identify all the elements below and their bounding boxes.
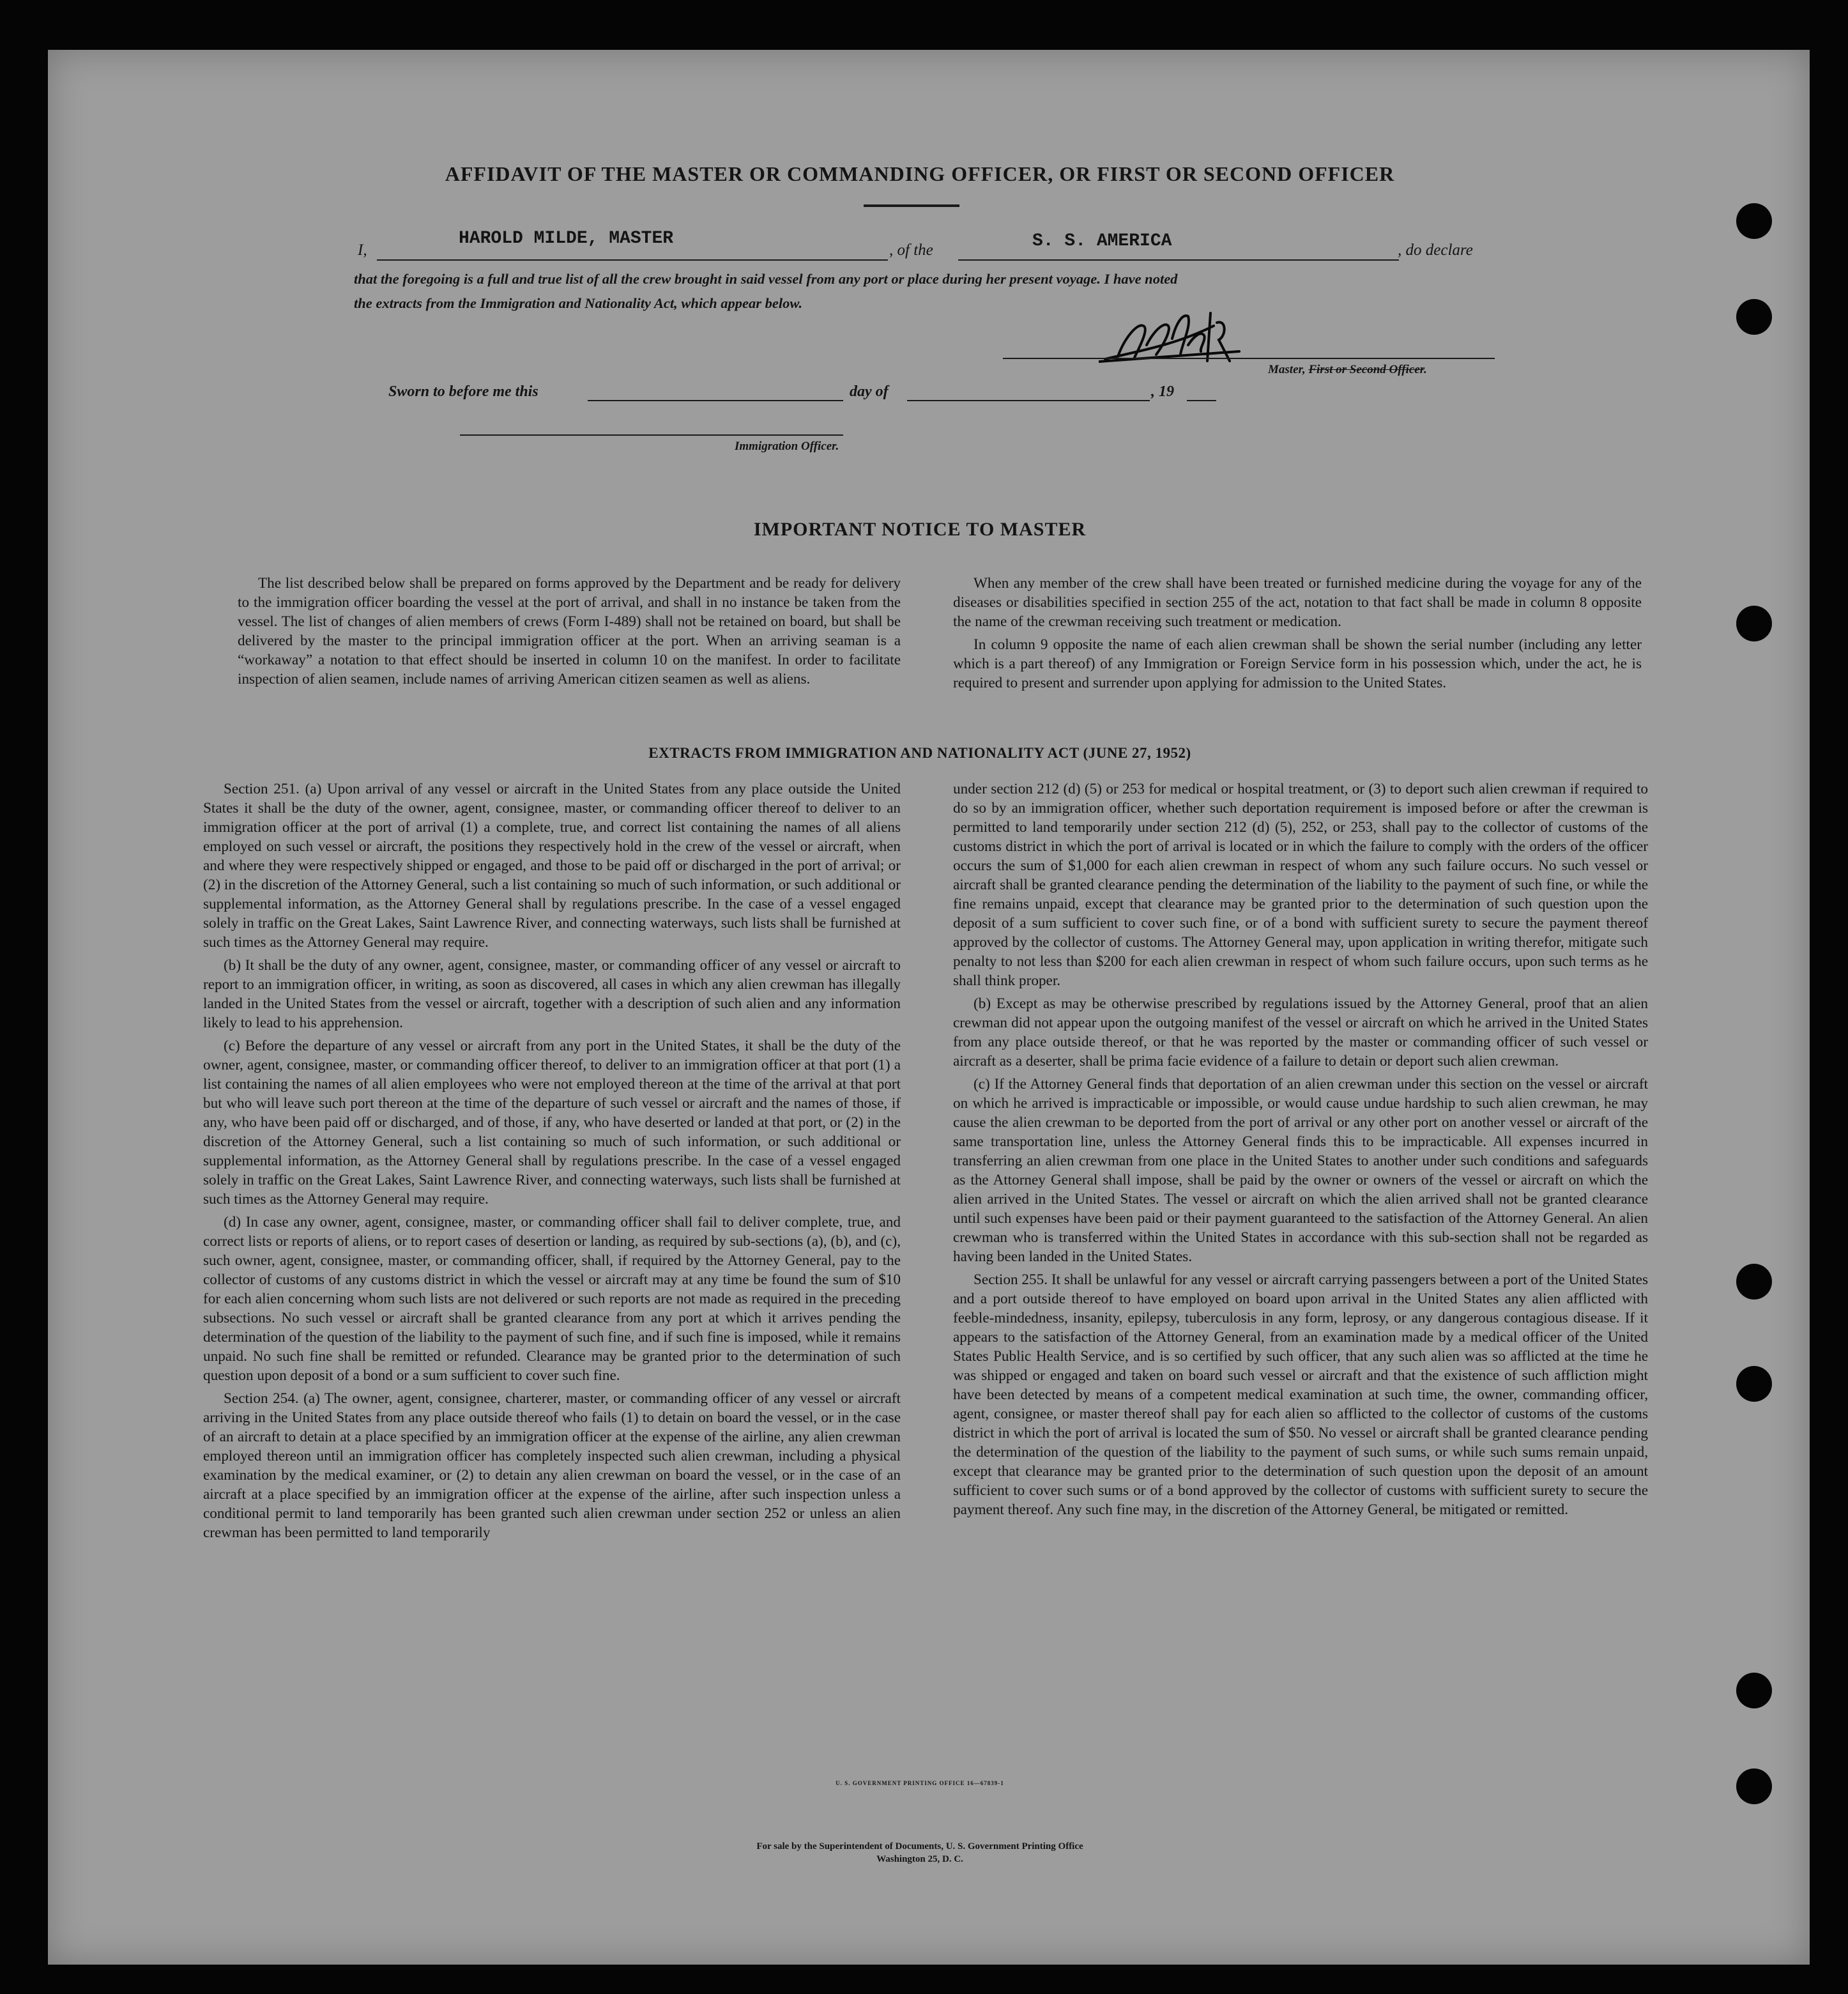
printer-imprint: U. S. GOVERNMENT PRINTING OFFICE 16—67839-1 <box>836 1780 1004 1786</box>
extracts-left-column <box>203 779 901 1542</box>
signature-label-struck: First or Second Officer <box>1308 363 1424 376</box>
punch-hole <box>1736 1673 1772 1708</box>
section-251b: (b) It shall be the duty of any owner, agent, consignee, master, or commanding officer of any vessel or aircraft to report to an immigration officer, in writing, as soon as discovered, all cases in which any alien crewman has illegally landed in the United States from the vessel or aircraft, together with a description of such alien and any information likely to lead to his apprehension. <box>203 957 901 1031</box>
signature <box>1099 300 1265 371</box>
of-the-label: , of the <box>889 242 933 259</box>
notice-title: IMPORTANT NOTICE TO MASTER <box>753 519 1087 540</box>
sworn-prefix: Sworn to before me this <box>388 383 538 400</box>
signature-label <box>1268 363 1427 377</box>
sworn-year-line <box>1187 400 1216 401</box>
title-rule <box>864 204 959 207</box>
notice-left-paragraph: The list described below shall be prepared on forms approved by the Department and be ready for delivery to the immigration officer boarding the vessel at the port of arrival, and shall in no instance be taken from the vessel. The list of changes of alien members of crews (Form I-489) shall not be retained on board, but shall be delivered by the master to the principal immigration officer at the port. When an arriving seaman is a “workaway” a notation to that effect should be inserted in column 10 on the manifest. In order to facilitate inspection of alien seamen, include names of arriving American citizen seamen as well as aliens. <box>238 575 901 687</box>
affidavit-statement-line1: that the foregoing is a full and true list of all the crew brought in said vessel from any port or place during her present voyage. I have noted <box>354 271 1178 287</box>
punch-hole <box>1736 1264 1772 1300</box>
sale-line-1: For sale by the Superintendent of Documents, U. S. Government Printing Office <box>756 1841 1083 1852</box>
section-255: Section 255. It shall be unlawful for any vessel or aircraft carrying passengers between a port of the United States and a port outside thereof to have employed on board upon arrival in the United States any alien afflicted with feeble-mindedness, insanity, epilepsy, tuberculosis in any form, leprosy, or any dangerous contagious disease. If it appears to the satisfaction of the Attorney General, from an examination made by a medical officer of the United States Public Health Service, and is so certified by such officer, that any such alien was so afflicted at the time he was shipped or engaged and taken on board such vessel or aircraft and that the existence of such affliction might have been detected by means of a competent medical examination at such time, the owner, commanding officer, agent, consignee, or master thereof shall pay for each alien so afflicted to the collector of customs of the customs district in which the port of arrival is located the sum of $50. No vessel or aircraft shall be granted clearance pending the determination of the question of the liability to the payment of such sums, or while such sums remain unpaid, except that clearance may be granted prior to the determination of such question upon the deposit of an amount sufficient to cover such sums or of a bond approved by the collector of customs with sufficient surety to secure the payment thereof. Any such fine may, in the discretion of the Attorney General, be mitigated or remitted. <box>953 1271 1648 1518</box>
do-declare-label: , do declare <box>1398 242 1473 259</box>
section-251a: Section 251. (a) Upon arrival of any vessel or aircraft in the United States from any place outside the United States it shall be the duty of the owner, agent, consignee, master, or commanding officer thereof to deliver to an immigration officer at the port of arrival (1) a complete, true, and correct list containing the names of all aliens employed on such vessel or aircraft, the positions they respectively hold in the crew of the vessel or aircraft, when and where they were respectively shipped or engaged, and those to be paid off or discharged in the port of arrival; or (2) in the discretion of the Attorney General, such a list containing so much of such information, or such additional or supplemental information, as the Attorney General shall by regulations prescribe. In the case of a vessel engaged solely in traffic on the Great Lakes, Saint Lawrence River, and connecting waterways, such lists shall be furnished at such times as the Attorney General may require. <box>203 781 901 951</box>
sworn-month-line <box>907 400 1150 401</box>
section-251c: (c) Before the departure of any vessel or aircraft from any port in the United States, it shall be the duty of the owner, agent, consignee, master, or commanding officer thereof, to deliver to an immigration officer at that port (1) a list containing the names of all alien employees who were not employed thereon at the time of the arrival at that port but who will leave such port thereon at the time of the departure of such vessel or aircraft and the names of those, if any, who have been paid off or discharged, and of those, if any, who have deserted or landed at that port, or (2) in the discretion of the Attorney General, such a list containing so much of such information, or such additional or supplemental information, as the Attorney General shall by regulations prescribe. In the case of a vessel engaged solely in traffic on the Great Lakes, Saint Lawrence River, and connecting waterways, such lists shall be furnished at such times as the Attorney General may require. <box>203 1038 901 1208</box>
notice-right-column <box>953 574 1642 693</box>
section-251d: (d) In case any owner, agent, consignee, master, or commanding officer shall fail to deliver complete, true, and correct lists or reports of aliens, or to report cases of desertion or landing, as required by sub-sections (a), (b), and (c), such owner, agent, consignee, master, or commanding officer, shall, if required by the Attorney General, pay to the collector of customs of any customs district in which the vessel or aircraft may at any time be found the sum of $10 for each alien concerning whom such lists are not delivered or such reports are not made as required in the preceding subsections. No such vessel or aircraft shall be granted clearance from any port at which it arrives pending the determination of the question of the liability to the payment of such fine, and if such fine is imposed, while it remains unpaid. No such fine shall be remitted or refunded. Clearance may be granted prior to the determination of such question upon deposit of a bond or a sum sufficient to cover such fine. <box>203 1214 901 1384</box>
master-name-field: HAROLD MILDE, MASTER <box>459 229 674 249</box>
name-field-line <box>377 259 888 261</box>
affidavit-title: AFFIDAVIT OF THE MASTER OR COMMANDING OFFICER, OR FIRST OR SECOND OFFICER <box>445 162 1395 185</box>
notice-right-paragraph-2: In column 9 opposite the name of each alien crewman shall be shown the serial number (including any letter which is a part thereof) of any Immigration or Foreign Service form in his possession which, under the act, he is required to present and surrender upon applying for admission to the United States. <box>953 636 1642 691</box>
signature-label-suffix: . <box>1424 363 1427 376</box>
notice-right-paragraph-1: When any member of the crew shall have been treated or furnished medicine during the voyage for any of the diseases or disabilities specified in section 255 of the act, notation to that fact shall be made in column 8 opposite the name of the crewman receiving such treatment or medication. <box>953 575 1642 630</box>
section-254b: (b) Except as may be otherwise prescribed by regulations issued by the Attorney General, proof that an alien crewman did not appear upon the outgoing manifest of the vessel or aircraft on which he arrived in the United States from any place outside thereof, or that he was reported by the master or commanding officer of such vessel or aircraft as a deserter, shall be prima facie evidence of a failure to detain or deport such alien crewman. <box>953 995 1648 1070</box>
punch-hole <box>1736 606 1772 641</box>
extracts-right-column <box>953 779 1648 1519</box>
vessel-name-field: S. S. AMERICA <box>1032 231 1172 251</box>
extracts-title: EXTRACTS FROM IMMIGRATION AND NATIONALITY ACT (JUNE 27, 1952) <box>648 745 1191 761</box>
affidavit-statement-line2: the extracts from the Immigration and Nationality Act, which appear below. <box>354 295 803 311</box>
vessel-field-line <box>958 259 1399 261</box>
sworn-day-label: day of <box>850 383 889 400</box>
punch-hole <box>1736 203 1772 239</box>
sale-line-2: Washington 25, D. C. <box>876 1854 963 1864</box>
section-254a-continued: under section 212 (d) (5) or 253 for medical or hospital treatment, or (3) to deport such alien crewman if required to do so by an immigration officer, whether such deportation requirement is imposed before or after the crewman is permitted to land temporarily under section 212 (d) (5), 252, or 253, shall pay to the collector of customs of the customs district in which the port of arrival is located or in which the failure to comply with the orders of the officer occurs the sum of $1,000 for each alien crewman in respect of whom any such failure occurs. No such vessel or aircraft shall be granted clearance pending the determination of the liability to the payment of such fine, or while the fine remains unpaid, except that clearance may be granted prior to the determination of such question upon the deposit of a sum sufficient to cover such fine, or of a bond with sufficient surety to secure the payment thereof approved by the collector of customs. The Attorney General may, upon application in writing therefor, mitigate such penalty to not less than $200 for each alien crewman in respect of whom such failure occurs, upon such terms as he shall think proper. <box>953 781 1648 989</box>
notice-left-column <box>238 574 901 689</box>
sworn-date-line <box>588 400 843 401</box>
punch-hole <box>1736 1366 1772 1402</box>
punch-hole <box>1736 1768 1772 1804</box>
signature-line <box>1003 358 1495 359</box>
officer-signature-line <box>460 434 843 436</box>
affidavit-pronoun: I, <box>358 242 367 259</box>
sworn-year-label: , 19 <box>1151 383 1174 400</box>
officer-label: Immigration Officer. <box>735 440 839 453</box>
section-254a: Section 254. (a) The owner, agent, consignee, charterer, master, or commanding officer of any vessel or aircraft arriving in the United States from any place outside thereof who fails (1) to detain on board the vessel, or in the case of an aircraft to detain at a place specified by an immigration officer at the expense of the airline, any alien crewman employed thereon until an immigration officer has completely inspected such alien crewman, including a physical examination by the medical examiner, or (2) to detain any alien crewman on board the vessel, or in the case of an aircraft at a place specified by an immigration officer at the expense of the airline, after such inspection unless a conditional permit to land temporarily has been granted such alien crewman under section 252 or unless an alien crewman has been permitted to land temporarily <box>203 1390 901 1541</box>
signature-label-prefix: Master, <box>1268 363 1309 376</box>
section-254c: (c) If the Attorney General finds that deportation of an alien crewman under this section on the vessel or aircraft on which he arrived is impracticable or impossible, or would cause undue hardship to such alien crewman, he may cause the alien crewman to be deported from the port of arrival or any other port on another vessel or aircraft of the same transportation line, unless the Attorney General finds this to be impracticable. All expenses incurred in transferring an alien crewman from one place in the United States to another under such conditions and safeguards as the Attorney General shall impose, shall be paid by the owner or owners of the vessel or aircraft on which the alien arrived in the United States. The vessel or aircraft on which the alien arrived shall not be granted clearance until such expenses have been paid or their payment guaranteed to the satisfaction of the Attorney General. An alien crewman who is transferred within the United States in accordance with this sub-section shall not be regarded as having been landed in the United States. <box>953 1076 1648 1265</box>
punch-hole <box>1736 299 1772 335</box>
